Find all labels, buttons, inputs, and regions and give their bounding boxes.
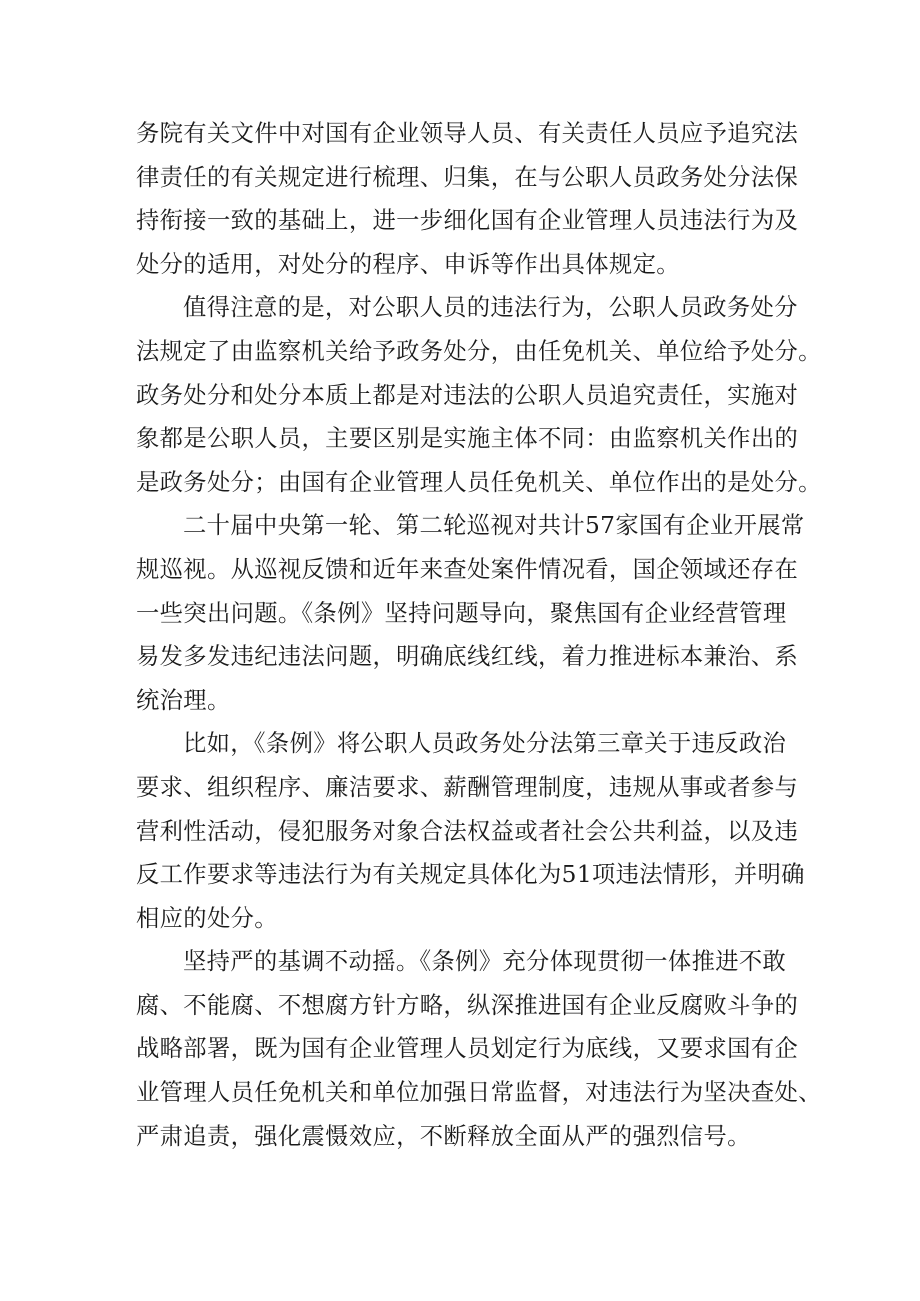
text-line: 营利性活动，侵犯服务对象合法权益或者社会公共利益，以及违 — [136, 817, 799, 845]
text-line: 政务处分和处分本质上都是对违法的公职人员追究责任，实施对 — [136, 381, 799, 409]
text-line: 法规定了由监察机关给予政务处分，由任免机关、单位给予处分。 — [136, 337, 822, 365]
paragraph-4 — [136, 722, 805, 940]
paragraph-5 — [136, 940, 822, 1158]
text-line: 比如，《条例》将公职人员政务处分法第三章关于违反政治 — [183, 730, 787, 758]
text-line: 是政务处分；由国有企业管理人员任免机关、单位作出的是处分。 — [136, 468, 822, 496]
text-line: 严肃追责，强化震慑效应，不断释放全面从严的强烈信号。 — [136, 1122, 751, 1150]
text-line: 要求、组织程序、廉洁要求、薪酬管理制度，违规从事或者参与 — [136, 773, 799, 801]
text-line: 律责任的有关规定进行梳理、归集，在与公职人员政务处分法保 — [136, 163, 799, 191]
text-line: 业管理人员任免机关和单位加强日常监督，对违法行为坚决查处、 — [136, 1079, 822, 1107]
text-line: 务院有关文件中对国有企业领导人员、有关责任人员应予追究法 — [136, 120, 799, 147]
text-line: 处分的适用，对处分的程序、申诉等作出具体规定。 — [136, 250, 680, 278]
paragraph-1 — [136, 112, 799, 286]
text-line: 值得注意的是，对公职人员的违法行为，公职人员政务处分 — [183, 294, 798, 322]
text-line: 象都是公职人员，主要区别是实施主体不同：由监察机关作出的 — [136, 425, 799, 453]
paragraph-3 — [136, 504, 805, 722]
text-line: 规巡视。从巡视反馈和近年来查处案件情况看，国企领域还存在 — [136, 555, 799, 583]
paragraph-2 — [136, 286, 822, 504]
document-body — [136, 112, 822, 1158]
text-line: 统治理。 — [136, 686, 231, 714]
text-line: 坚持严的基调不动摇。《条例》充分体现贯彻一体推进不敢 — [183, 948, 787, 976]
text-line: 腐、不能腐、不想腐方针方略，纵深推进国有企业反腐败斗争的 — [136, 991, 799, 1019]
text-line: 一些突出问题。《条例》坚持问题导向，聚焦国有企业经营管理 — [136, 599, 787, 627]
text-line: 反工作要求等违法行为有关规定具体化为51项违法情形，并明确 — [136, 861, 805, 889]
text-line: 战略部署，既为国有企业管理人员划定行为底线，又要求国有企 — [136, 1035, 799, 1063]
text-line: 相应的处分。 — [136, 904, 278, 932]
text-line: 持衔接一致的基础上，进一步细化国有企业管理人员违法行为及 — [136, 207, 799, 235]
text-line: 易发多发违纪违法问题，明确底线红线，着力推进标本兼治、系 — [136, 643, 799, 671]
text-line: 二十届中央第一轮、第二轮巡视对共计57家国有企业开展常 — [183, 512, 805, 540]
